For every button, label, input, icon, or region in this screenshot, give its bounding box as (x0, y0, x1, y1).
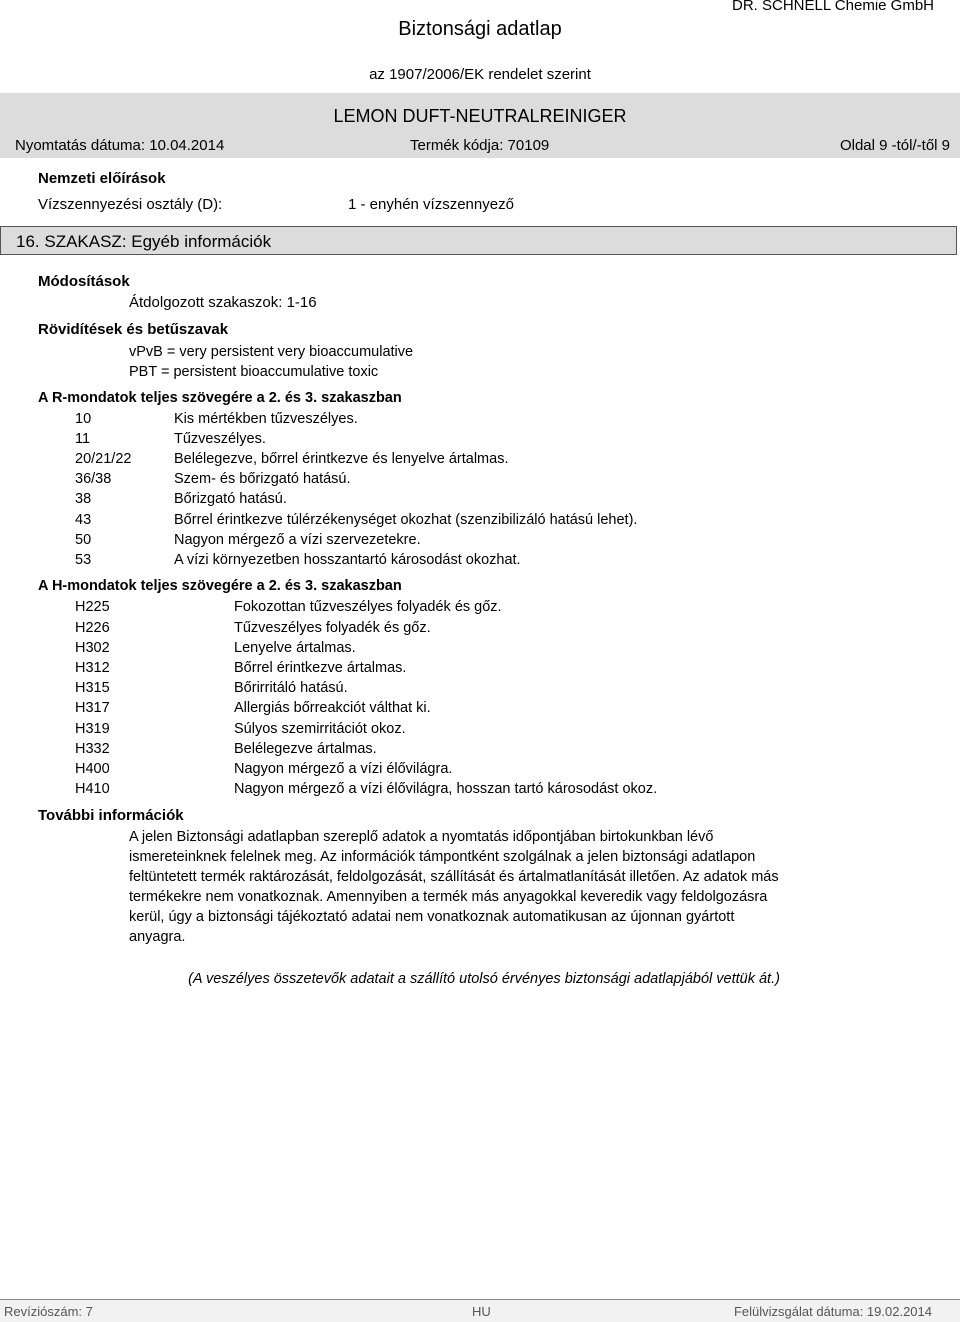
h-phrase-text: Belélegezve ártalmas. (234, 741, 377, 757)
print-date: Nyomtatás dátuma: 10.04.2014 (15, 137, 225, 154)
r-phrase-code: 53 (75, 552, 92, 568)
changes-text: Átdolgozott szakaszok: 1-16 (129, 294, 317, 311)
r-phrase-text: Belélegezve, bőrrel érintkezve és lenyelve ártalmas. (174, 451, 509, 467)
r-phrase-text: Bőrrel érintkezve túlérzékenységet okozhat (szenzibilizáló hatású lehet). (174, 512, 638, 528)
product-name: LEMON DUFT-NEUTRALREINIGER (333, 106, 627, 126)
abbrev-item: PBT = persistent bioaccumulative toxic (129, 364, 379, 380)
h-phrase-text: Bőrrel érintkezve ártalmas. (234, 660, 407, 676)
h-phrases-heading: A H-mondatok teljes szövegére a 2. és 3. szakaszban (38, 578, 402, 594)
document-title: Biztonsági adatlap (398, 18, 562, 40)
h-phrase-code: H226 (75, 620, 110, 636)
water-class-value: 1 - enyhén vízszennyező (348, 196, 514, 213)
r-phrase-code: 43 (75, 512, 92, 528)
company-name: DR. SCHNELL Chemie GmbH (732, 0, 934, 14)
further-info-line: termékekre nem vonatkoznak. Amennyiben a termék más anyagokkal keveredik vagy feldolgozásra (129, 889, 768, 905)
h-phrase-text: Nagyon mérgező a vízi élővilágra. (234, 761, 453, 777)
h-phrase-text: Nagyon mérgező a vízi élővilágra, hosszan tartó károsodást okoz. (234, 781, 658, 797)
further-info-line: anyagra. (129, 929, 186, 945)
further-info-line: kerül, úgy a biztonsági tájékoztató adatai nem vonatkoznak automatikusan az újonnan gyártott (129, 909, 735, 925)
h-phrase-text: Fokozottan tűzveszélyes folyadék és gőz. (234, 599, 502, 615)
further-info-line: feltüntetett termék raktározását, feldolgozását, szállítását és ártalmatlanítását illetően. Az adatok más (129, 869, 779, 885)
language-code: HU (472, 1304, 491, 1319)
h-phrase-code: H302 (75, 640, 110, 656)
review-date: Felülvizsgálat dátuma: 19.02.2014 (733, 1304, 932, 1319)
r-phrases-heading: A R-mondatok teljes szövegére a 2. és 3. szakaszban (38, 390, 402, 406)
r-phrase-code: 50 (75, 532, 92, 548)
r-phrase-text: Bőrizgató hatású. (174, 491, 287, 507)
h-phrase-code: H312 (75, 660, 110, 676)
page-number: Oldal 9 -tól/-től 9 (839, 137, 950, 154)
r-phrase-code: 11 (75, 431, 91, 447)
r-phrase-text: Szem- és bőrizgató hatású. (174, 471, 351, 487)
r-phrase-code: 36/38 (75, 471, 112, 487)
r-phrase-code: 20/21/22 (75, 451, 132, 467)
h-phrase-text: Allergiás bőrreakciót válthat ki. (234, 700, 431, 716)
revision-number: Revíziószám: 7 (4, 1304, 93, 1319)
further-info-heading: További információk (38, 807, 184, 824)
product-code: Termék kódja: 70109 (410, 137, 550, 154)
further-info-line: A jelen Biztonsági adatlapban szereplő adatok a nyomtatás időpontjában birtokunkban lévő (129, 829, 714, 845)
h-phrase-text: Tűzveszélyes folyadék és gőz. (234, 620, 431, 636)
h-phrase-code: H225 (75, 599, 110, 615)
h-phrase-code: H410 (75, 781, 110, 797)
water-class-label: Vízszennyezési osztály (D): (38, 196, 223, 213)
h-phrase-text: Súlyos szemirritációt okoz. (234, 721, 406, 737)
r-phrase-text: A vízi környezetben hosszantartó károsodást okozhat. (174, 552, 521, 568)
r-phrase-text: Kis mértékben tűzveszélyes. (174, 411, 358, 427)
r-phrase-text: Nagyon mérgező a vízi szervezetekre. (174, 532, 421, 548)
h-phrase-code: H400 (75, 761, 110, 777)
h-phrase-code: H319 (75, 721, 110, 737)
h-phrase-code: H317 (75, 700, 110, 716)
changes-heading: Módosítások (38, 273, 130, 290)
r-phrase-code: 10 (75, 411, 92, 427)
section-16-header (0, 226, 957, 255)
abbrev-heading: Rövidítések és betűszavak (38, 321, 229, 338)
abbrev-item: vPvB = very persistent very bioaccumulative (129, 344, 414, 360)
further-info-line: ismereteinknek felelnek meg. Az információk támpontként szolgálnak a jelen biztonsági adatlapon (129, 849, 756, 865)
supplier-note: (A veszélyes összetevők adatait a szállító utolsó érvényes biztonsági adatlapjából vettük át.) (188, 971, 780, 987)
h-phrase-code: H332 (75, 741, 110, 757)
r-phrase-text: Tűzveszélyes. (174, 431, 266, 447)
h-phrase-text: Lenyelve ártalmas. (234, 640, 356, 656)
h-phrase-text: Bőrirritáló hatású. (234, 680, 348, 696)
h-phrase-code: H315 (75, 680, 110, 696)
regulation-text: az 1907/2006/EK rendelet szerint (369, 66, 591, 83)
section-16-title: 16. SZAKASZ: Egyéb információk (16, 232, 272, 251)
r-phrase-code: 38 (75, 491, 92, 507)
page-footer (0, 1299, 960, 1322)
national-heading: Nemzeti előírások (38, 170, 166, 187)
